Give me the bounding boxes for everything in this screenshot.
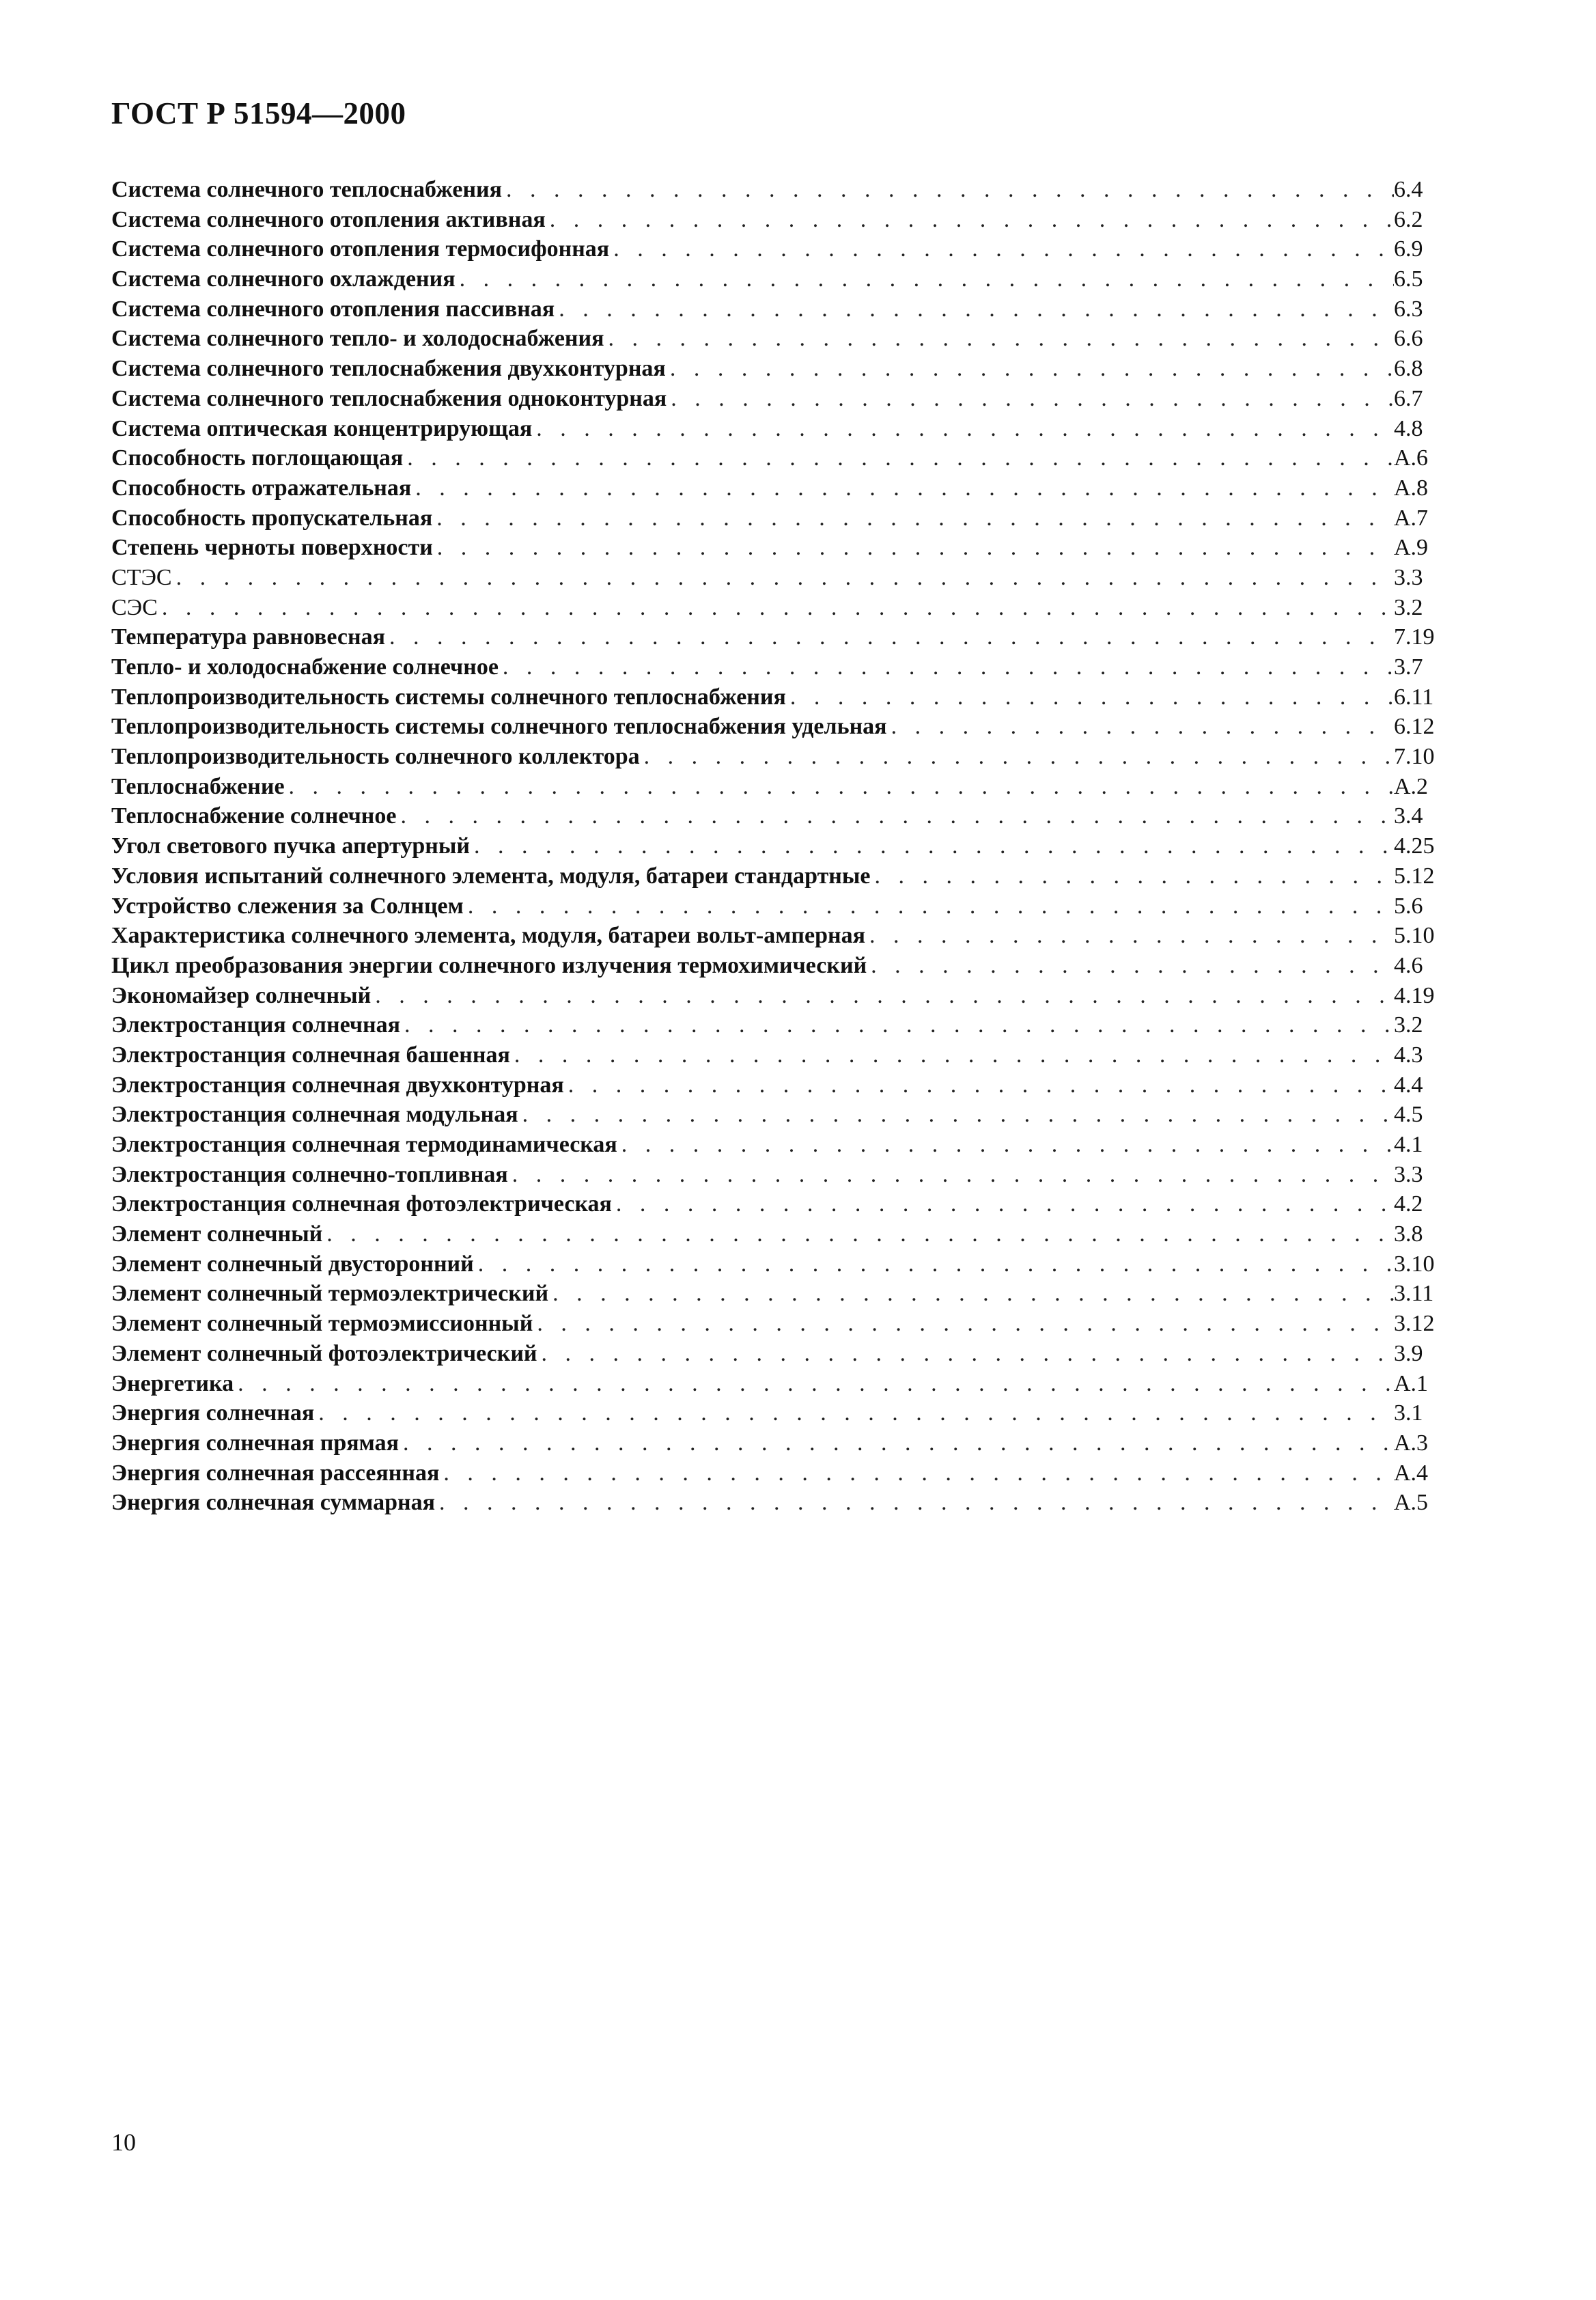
index-entry bbox=[111, 981, 1448, 1011]
index-term: Температура равновесная bbox=[111, 624, 385, 650]
dot-leader bbox=[158, 593, 1394, 623]
dot-leader bbox=[604, 324, 1395, 354]
index-term: Система солнечного отопления активная bbox=[111, 206, 546, 232]
dot-leader bbox=[172, 563, 1394, 593]
index-reference: 4.5 bbox=[1394, 1102, 1423, 1128]
index-reference: 3.1 bbox=[1394, 1400, 1423, 1426]
dot-leader bbox=[640, 742, 1394, 772]
index-entry bbox=[111, 1219, 1448, 1249]
index-entry bbox=[111, 294, 1448, 324]
index-term: Система солнечного теплоснабжения двухконтурная bbox=[111, 356, 666, 382]
index-reference: 4.4 bbox=[1394, 1072, 1423, 1098]
dot-leader bbox=[403, 443, 1394, 473]
index-reference: 3.3 bbox=[1394, 1161, 1423, 1187]
index-entry bbox=[111, 772, 1448, 802]
index-term: Система солнечного теплоснабжения одноконтурная bbox=[111, 385, 667, 411]
index-term: Способность пропускательная bbox=[111, 505, 433, 531]
index-entry bbox=[111, 891, 1448, 922]
index-reference: 4.25 bbox=[1394, 833, 1435, 859]
index-entry bbox=[111, 264, 1448, 294]
index-term: Теплопроизводительность системы солнечного теплоснабжения удельная bbox=[111, 714, 887, 740]
index-reference: 4.2 bbox=[1394, 1191, 1423, 1217]
dot-leader bbox=[887, 712, 1394, 742]
index-reference: А.4 bbox=[1394, 1460, 1429, 1486]
index-reference: 6.3 bbox=[1394, 296, 1423, 322]
dot-leader bbox=[470, 831, 1394, 861]
dot-leader bbox=[533, 1309, 1394, 1339]
dot-leader bbox=[396, 801, 1394, 831]
dot-leader bbox=[612, 1189, 1394, 1219]
dot-leader bbox=[564, 1070, 1394, 1100]
index-reference: 5.10 bbox=[1394, 923, 1435, 949]
index-reference: 4.1 bbox=[1394, 1132, 1423, 1157]
index-entry bbox=[111, 1369, 1448, 1399]
index-entry bbox=[111, 742, 1448, 772]
dot-leader bbox=[865, 921, 1394, 951]
index-term: Электростанция солнечная фотоэлектрическая bbox=[111, 1191, 612, 1217]
index-term: Экономайзер солнечный bbox=[111, 982, 372, 1008]
index-term: Теплопроизводительность системы солнечного теплоснабжения bbox=[111, 684, 786, 710]
dot-leader bbox=[537, 1339, 1394, 1369]
page-number: 10 bbox=[111, 2129, 136, 2156]
index-reference: 5.6 bbox=[1394, 893, 1423, 919]
index-term: Электростанция солнечная башенная bbox=[111, 1042, 510, 1068]
index-reference: 7.10 bbox=[1394, 744, 1435, 770]
index-term: Энергия солнечная суммарная bbox=[111, 1490, 435, 1516]
index-entry bbox=[111, 1249, 1448, 1279]
dot-leader bbox=[508, 1160, 1394, 1190]
index-term: Цикл преобразования энергии солнечного излучения термохимический bbox=[111, 952, 867, 978]
index-entry bbox=[111, 1160, 1448, 1190]
index-reference: 3.3 bbox=[1394, 564, 1423, 590]
index-term: Энергия солнечная bbox=[111, 1400, 315, 1426]
index-entry bbox=[111, 652, 1448, 682]
index-term: Элемент солнечный термоэлектрический bbox=[111, 1281, 549, 1307]
index-entry bbox=[111, 1040, 1448, 1070]
index-entry bbox=[111, 1010, 1448, 1040]
dot-leader bbox=[474, 1249, 1394, 1279]
index-term: Условия испытаний солнечного элемента, модуля, батареи стандартные bbox=[111, 863, 871, 889]
index-reference: 3.7 bbox=[1394, 654, 1423, 680]
index-reference: 6.12 bbox=[1394, 714, 1435, 740]
index-entry bbox=[111, 861, 1448, 891]
index-entry bbox=[111, 1428, 1448, 1458]
index-term: Энергия солнечная прямая bbox=[111, 1430, 399, 1456]
dot-leader bbox=[432, 503, 1394, 534]
index-term: Способность поглощающая bbox=[111, 445, 404, 471]
index-reference: А.5 bbox=[1394, 1490, 1429, 1516]
index-reference: 6.4 bbox=[1394, 177, 1423, 202]
index-entry bbox=[111, 801, 1448, 831]
index-term: Электростанция солнечная bbox=[111, 1012, 400, 1038]
index-term: СТЭС bbox=[111, 564, 172, 590]
index-reference: 6.9 bbox=[1394, 236, 1423, 262]
index-reference: 3.8 bbox=[1394, 1221, 1423, 1247]
dot-leader bbox=[400, 1010, 1394, 1040]
index-term: Способность отражательная bbox=[111, 475, 412, 501]
index-reference: 6.5 bbox=[1394, 266, 1423, 292]
index-entry bbox=[111, 1458, 1448, 1488]
index-entry bbox=[111, 1279, 1448, 1309]
index-reference: А.3 bbox=[1394, 1430, 1429, 1456]
dot-leader bbox=[499, 652, 1394, 682]
index-entry bbox=[111, 324, 1448, 354]
index-reference: 3.9 bbox=[1394, 1340, 1423, 1366]
index-reference: 4.3 bbox=[1394, 1042, 1423, 1068]
index-entry bbox=[111, 563, 1448, 593]
index-reference: А.2 bbox=[1394, 773, 1429, 799]
dot-leader bbox=[371, 981, 1394, 1011]
index-reference: 6.7 bbox=[1394, 385, 1423, 411]
dot-leader bbox=[867, 951, 1394, 981]
index-reference: А.8 bbox=[1394, 475, 1429, 501]
dot-leader bbox=[439, 1458, 1394, 1488]
index-term: Система солнечного теплоснабжения bbox=[111, 177, 503, 202]
index-entry bbox=[111, 712, 1448, 742]
index-term: Степень черноты поверхности bbox=[111, 535, 433, 561]
index-entry bbox=[111, 1398, 1448, 1428]
dot-leader bbox=[609, 234, 1394, 264]
index-term: Элемент солнечный фотоэлектрический bbox=[111, 1340, 537, 1366]
index-entry bbox=[111, 234, 1448, 264]
dot-leader bbox=[285, 772, 1394, 802]
index-term: Элемент солнечный термоэмиссионный bbox=[111, 1311, 533, 1337]
index-reference: 6.11 bbox=[1394, 684, 1434, 710]
index-entry bbox=[111, 503, 1448, 534]
index-reference: А.9 bbox=[1394, 535, 1429, 561]
index-reference: 3.4 bbox=[1394, 803, 1423, 829]
index-entry bbox=[111, 205, 1448, 235]
index-entry bbox=[111, 682, 1448, 712]
index-term: Элемент солнечный bbox=[111, 1221, 323, 1247]
index-term: Теплопроизводительность солнечного коллектора bbox=[111, 744, 640, 770]
dot-leader bbox=[518, 1100, 1394, 1130]
dot-leader bbox=[617, 1130, 1394, 1160]
index-reference: 6.6 bbox=[1394, 326, 1423, 352]
index-entry bbox=[111, 354, 1448, 384]
index-term: Элемент солнечный двусторонний bbox=[111, 1251, 474, 1277]
index-reference: 3.10 bbox=[1394, 1251, 1435, 1277]
index-entry bbox=[111, 1130, 1448, 1160]
dot-leader bbox=[667, 384, 1394, 414]
index-reference: 3.12 bbox=[1394, 1311, 1435, 1337]
index-entry bbox=[111, 473, 1448, 503]
index-reference: 3.2 bbox=[1394, 594, 1423, 620]
index-reference: 4.19 bbox=[1394, 982, 1435, 1008]
index-entry bbox=[111, 1339, 1448, 1369]
index-entry bbox=[111, 384, 1448, 414]
index-entry bbox=[111, 1070, 1448, 1100]
dot-leader bbox=[502, 175, 1394, 205]
index-term: Электростанция солнечная модульная bbox=[111, 1102, 518, 1128]
dot-leader bbox=[548, 1279, 1394, 1309]
index-entry bbox=[111, 1189, 1448, 1219]
index-term: Система солнечного отопления термосифонная bbox=[111, 236, 610, 262]
index-term: Устройство слежения за Солнцем bbox=[111, 893, 464, 919]
index-entry bbox=[111, 1488, 1448, 1518]
index-reference: 6.8 bbox=[1394, 356, 1423, 382]
index-reference: 4.8 bbox=[1394, 415, 1423, 441]
index-entry bbox=[111, 622, 1448, 652]
index-entry bbox=[111, 831, 1448, 861]
index-reference: 4.6 bbox=[1394, 952, 1423, 978]
dot-leader bbox=[510, 1040, 1394, 1070]
index-term: Характеристика солнечного элемента, модуля, батареи вольт-амперная bbox=[111, 923, 865, 949]
index-term: Система оптическая концентрирующая bbox=[111, 415, 533, 441]
index-reference: 3.2 bbox=[1394, 1012, 1423, 1038]
index-term: Электростанция солнечная термодинамическая bbox=[111, 1132, 617, 1157]
dot-leader bbox=[555, 294, 1394, 324]
dot-leader bbox=[464, 891, 1394, 922]
index-entry bbox=[111, 533, 1448, 563]
index-term: Теплоснабжение bbox=[111, 773, 285, 799]
index-entry bbox=[111, 951, 1448, 981]
dot-leader bbox=[322, 1219, 1394, 1249]
index-term: Энергетика bbox=[111, 1370, 234, 1396]
document-header: ГОСТ Р 51594—2000 bbox=[111, 96, 406, 130]
index-term: Система солнечного тепло- и холодоснабжения bbox=[111, 326, 604, 352]
index-term: Теплоснабжение солнечное bbox=[111, 803, 397, 829]
index-reference: А.6 bbox=[1394, 445, 1429, 471]
index-reference: А.1 bbox=[1394, 1370, 1429, 1396]
index-entry bbox=[111, 175, 1448, 205]
dot-leader bbox=[399, 1428, 1394, 1458]
dot-leader bbox=[314, 1398, 1394, 1428]
index-term: Электростанция солнечная двухконтурная bbox=[111, 1072, 564, 1098]
index-reference: 5.12 bbox=[1394, 863, 1435, 889]
index-term: Энергия солнечная рассеянная bbox=[111, 1460, 440, 1486]
index-term: Электростанция солнечно-топливная bbox=[111, 1161, 508, 1187]
index-entry bbox=[111, 443, 1448, 473]
index-entry bbox=[111, 921, 1448, 951]
index-reference: 7.19 bbox=[1394, 624, 1435, 650]
index-reference: 6.2 bbox=[1394, 206, 1423, 232]
index-reference: 3.11 bbox=[1394, 1281, 1434, 1307]
dot-leader bbox=[666, 354, 1394, 384]
dot-leader bbox=[786, 682, 1394, 712]
index-term: Тепло- и холодоснабжение солнечное bbox=[111, 654, 499, 680]
dot-leader bbox=[871, 861, 1394, 891]
dot-leader bbox=[456, 264, 1394, 294]
index-entry bbox=[111, 414, 1448, 444]
index-reference: А.7 bbox=[1394, 505, 1429, 531]
term-index-list bbox=[111, 175, 1448, 1518]
index-entry bbox=[111, 1309, 1448, 1339]
dot-leader bbox=[234, 1369, 1394, 1399]
dot-leader bbox=[546, 205, 1394, 235]
index-term: Угол светового пучка апертурный bbox=[111, 833, 470, 859]
index-entry bbox=[111, 593, 1448, 623]
dot-leader bbox=[435, 1488, 1394, 1518]
dot-leader bbox=[433, 533, 1394, 563]
index-term: СЭС bbox=[111, 594, 158, 620]
dot-leader bbox=[385, 622, 1394, 652]
dot-leader bbox=[532, 414, 1394, 444]
index-term: Система солнечного охлаждения bbox=[111, 266, 456, 292]
index-term: Система солнечного отопления пассивная bbox=[111, 296, 555, 322]
index-entry bbox=[111, 1100, 1448, 1130]
dot-leader bbox=[411, 473, 1394, 503]
